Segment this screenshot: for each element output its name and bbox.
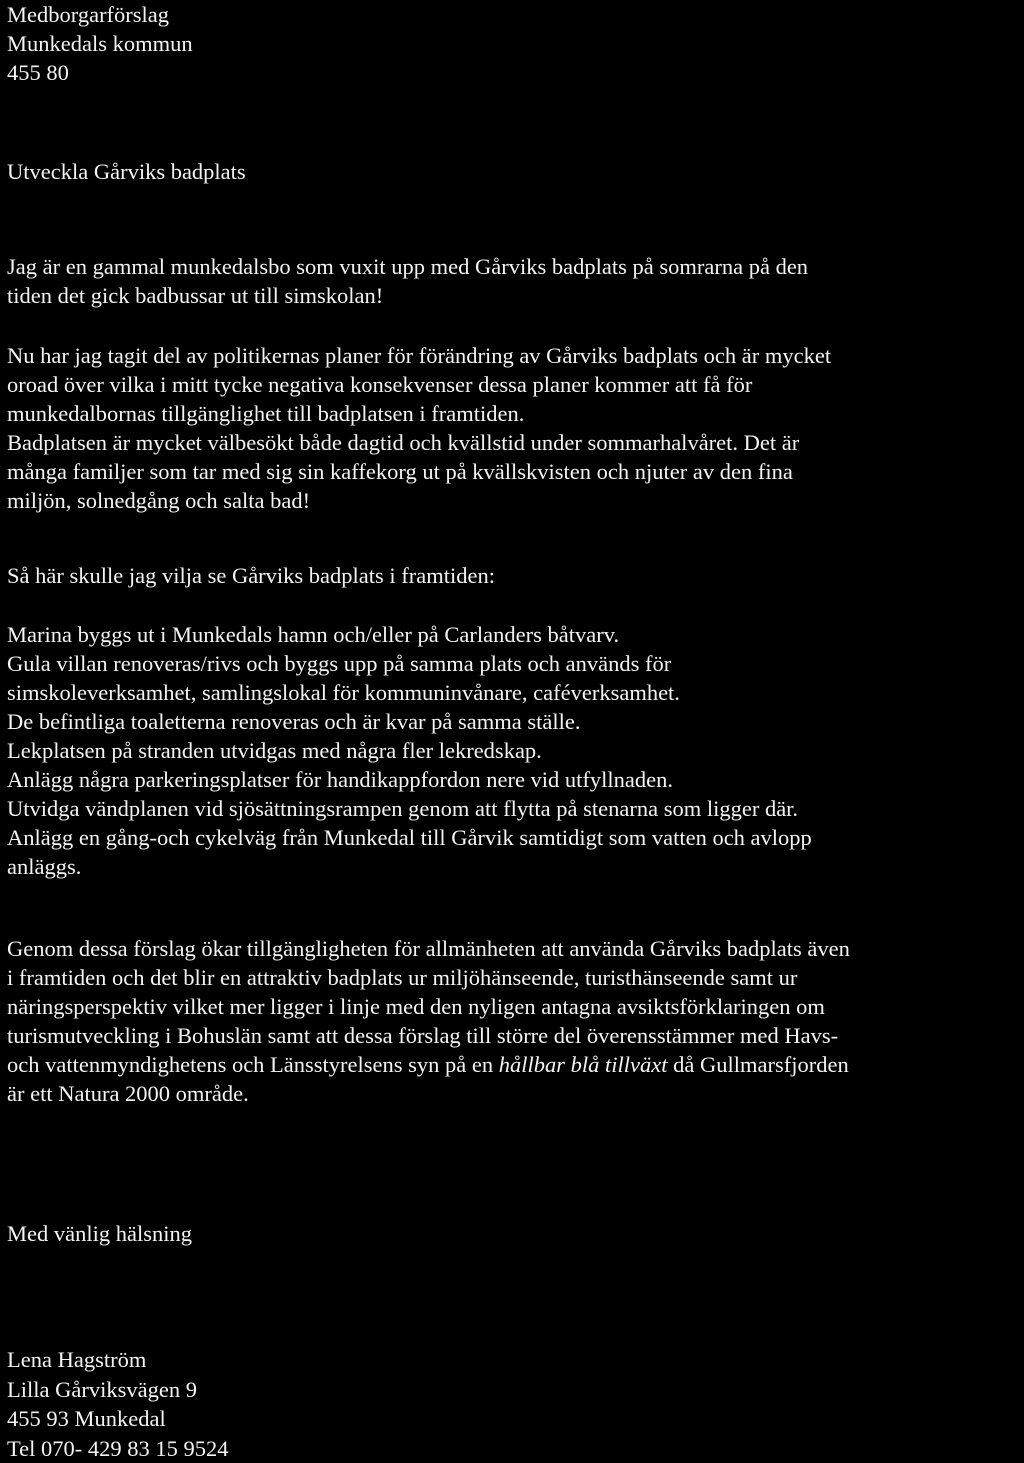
concern-line: munkedalbornas tillgänglighet till badplatsen i framtiden. — [7, 399, 831, 428]
proposals-list — [7, 620, 812, 881]
conclusion-line: i framtiden och det blir en attraktiv badplats ur miljöhänseende, turisthänseende samt ur — [7, 963, 850, 992]
proposal-line: De befintliga toaletterna renoveras och är kvar på samma ställe. — [7, 707, 812, 736]
proposal-line: Anlägg en gång-och cykelväg från Munkedal till Gårvik samtidigt som vatten och avlopp — [7, 823, 812, 852]
conclusion-line: är ett Natura 2000 område. — [7, 1079, 850, 1108]
proposal-line: Utvidga vändplanen vid sjösättningsrampen genom att flytta på stenarna som ligger där. — [7, 794, 812, 823]
conclusion-line: näringsperspektiv vilket mer ligger i linje med den nyligen antagna avsiktsförklaringen om — [7, 992, 850, 1021]
proposal-line: anläggs. — [7, 852, 812, 881]
recipient-header — [7, 0, 193, 87]
vision-heading — [7, 561, 495, 590]
concern-line: många familjer som tar med sig sin kaffekorg ut på kvällskvisten och njuter av den fina — [7, 457, 831, 486]
signature-postal: 455 93 Munkedal — [7, 1404, 229, 1434]
signature-block — [7, 1345, 229, 1463]
subject-text: Utveckla Gårviks badplats — [7, 157, 246, 186]
signature-street: Lilla Gårviksvägen 9 — [7, 1375, 229, 1405]
concern-line: oroad över vilka i mitt tycke negativa konsekvenser dessa planer kommer att få för — [7, 370, 831, 399]
concern-line: miljön, solnedgång och salta bad! — [7, 486, 831, 515]
vision-heading-text: Så här skulle jag vilja se Gårviks badplats i framtiden: — [7, 561, 495, 590]
intro-line: tiden det gick badbussar ut till simskolan! — [7, 281, 808, 310]
header-line-municipality: Munkedals kommun — [7, 29, 193, 58]
concern-line: Badplatsen är mycket välbesökt både dagtid och kvällstid under sommarhalvåret. Det är — [7, 428, 831, 457]
proposal-line: Anlägg några parkeringsplatser för handikappfordon nere vid utfyllnaden. — [7, 765, 812, 794]
closing-greeting — [7, 1219, 192, 1248]
conclusion-line5-start: och vattenmyndighetens och Länsstyrelsens syn på en — [7, 1052, 499, 1077]
intro-line: Jag är en gammal munkedalsbo som vuxit upp med Gårviks badplats på somrarna på den — [7, 252, 808, 281]
signature-phone: Tel 070- 429 83 15 9524 — [7, 1434, 229, 1463]
letter-subject — [7, 157, 246, 186]
proposal-line: Gula villan renoveras/rivs och byggs upp på samma plats och används för — [7, 649, 812, 678]
emphasis-sustainable-blue-growth: hållbar blå tillväxt — [499, 1052, 668, 1077]
conclusion-line-emphasis — [7, 1050, 850, 1079]
conclusion-line: turismutveckling i Bohuslän samt att dessa förslag till större del överensstämmer med Havs- — [7, 1021, 850, 1050]
intro-paragraph — [7, 252, 808, 310]
proposal-line: Marina byggs ut i Munkedals hamn och/eller på Carlanders båtvarv. — [7, 620, 812, 649]
header-line-title: Medborgarförslag — [7, 0, 193, 29]
proposal-line: Lekplatsen på stranden utvidgas med några fler lekredskap. — [7, 736, 812, 765]
signature-name: Lena Hagström — [7, 1345, 229, 1375]
greeting-text: Med vänlig hälsning — [7, 1219, 192, 1248]
conclusion-line: Genom dessa förslag ökar tillgängligheten för allmänheten att använda Gårviks badplats även — [7, 934, 850, 963]
conclusion-line5-end: då Gullmarsfjorden — [668, 1052, 849, 1077]
concern-paragraph — [7, 341, 831, 515]
header-line-postcode: 455 80 — [7, 58, 193, 87]
proposal-line: simskoleverksamhet, samlingslokal för kommuninvånare, caféverksamhet. — [7, 678, 812, 707]
concern-line: Nu har jag tagit del av politikernas planer för förändring av Gårviks badplats och är mycket — [7, 341, 831, 370]
conclusion-paragraph — [7, 934, 850, 1108]
